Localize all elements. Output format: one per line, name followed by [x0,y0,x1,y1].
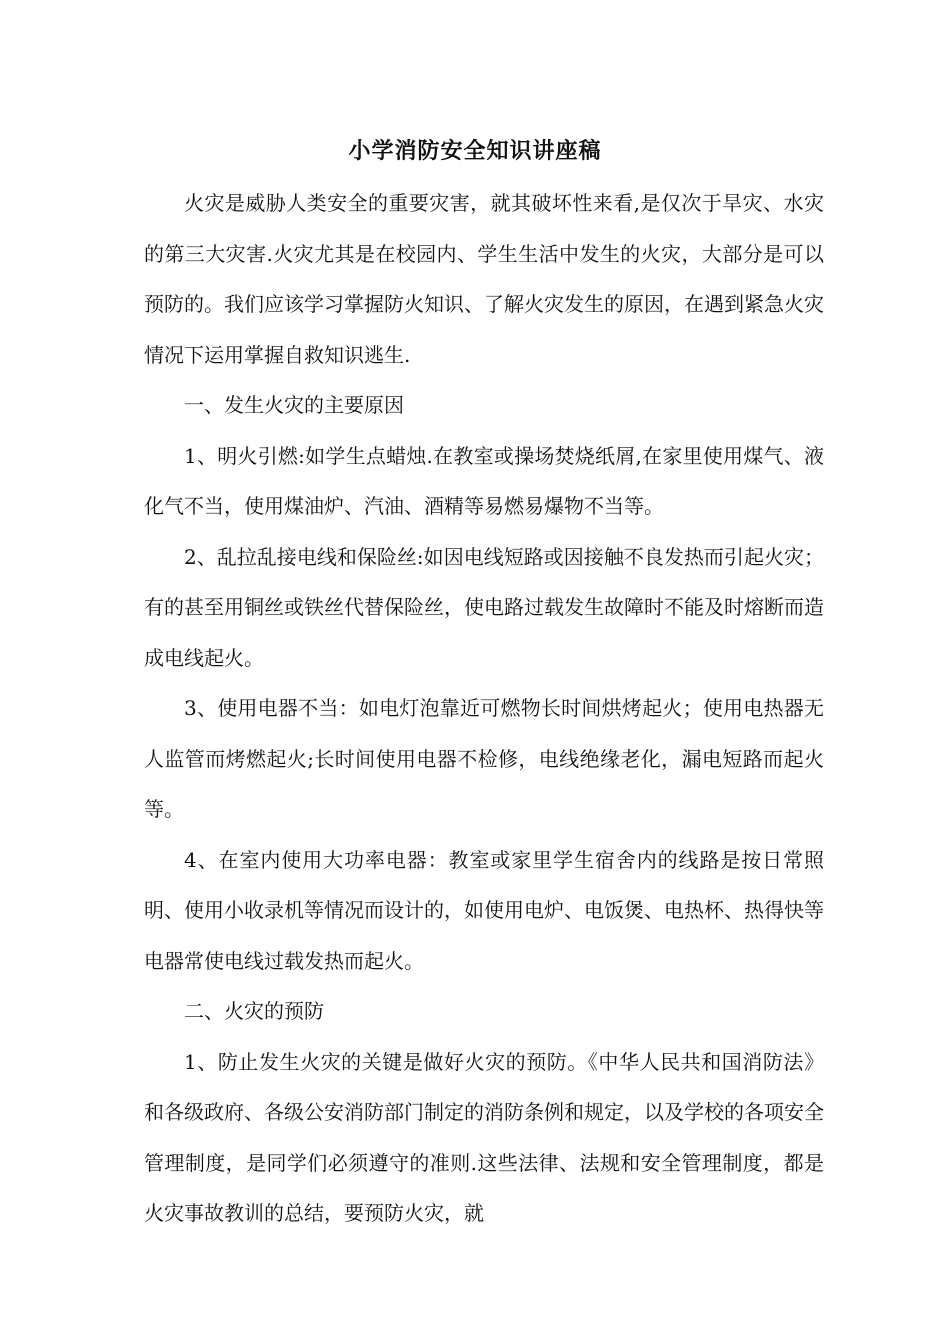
cause-paragraph-2: 2、乱拉乱接电线和保险丝:如因电线短路或因接触不良发热而引起火灾；有的甚至用铜丝或铁丝代替保险丝，使电路过载发生故障时不能及时熔断而造成电线起火。 [144,544,824,670]
prevention-paragraph-1: 1、防止发生火灾的关键是做好火灾的预防。《中华人民共和国消防法》和各级政府、各级公安消防部门制定的消防条例和规定，以及学校的各项安全管理制度，是同学们必须遵守的准则.这些法律、法规和安全管理制度，都是火灾事故教训的总结，要预防火灾，就 [144,1049,824,1225]
section-heading-prevention: 二、火灾的预防 [184,999,324,1023]
cause-paragraph-1: 1、明火引燃:如学生点蜡烛.在教室或操场焚烧纸屑,在家里使用煤气、液化气不当，使用煤油炉、汽油、酒精等易燃易爆物不当等。 [144,443,824,518]
document-body [144,178,824,1239]
document-title: 小学消防安全知识讲座稿 [348,139,602,164]
intro-paragraph: 火灾是威胁人类安全的重要灾害，就其破坏性来看,是仅次于旱灾、水灾的第三大灾害.火灾尤其是在校园内、学生生活中发生的火灾，大部分是可以预防的。我们应该学习掌握防火知识、了解火灾发生的原因，在遇到紧急火灾情况下运用掌握自救知识逃生. [144,191,824,367]
section-heading-causes: 一、发生火灾的主要原因 [184,393,404,417]
cause-paragraph-4: 4、在室内使用大功率电器：教室或家里学生宿舍内的线路是按日常照明、使用小收录机等情况而设计的，如使用电炉、电饭煲、电热杯、热得快等电器常使电线过载发热而起火。 [144,847,824,973]
cause-paragraph-3: 3、使用电器不当：如电灯泡靠近可燃物长时间烘烤起火；使用电热器无人监管而烤燃起火;长时间使用电器不检修，电线绝缘老化，漏电短路而起火等。 [144,696,824,821]
